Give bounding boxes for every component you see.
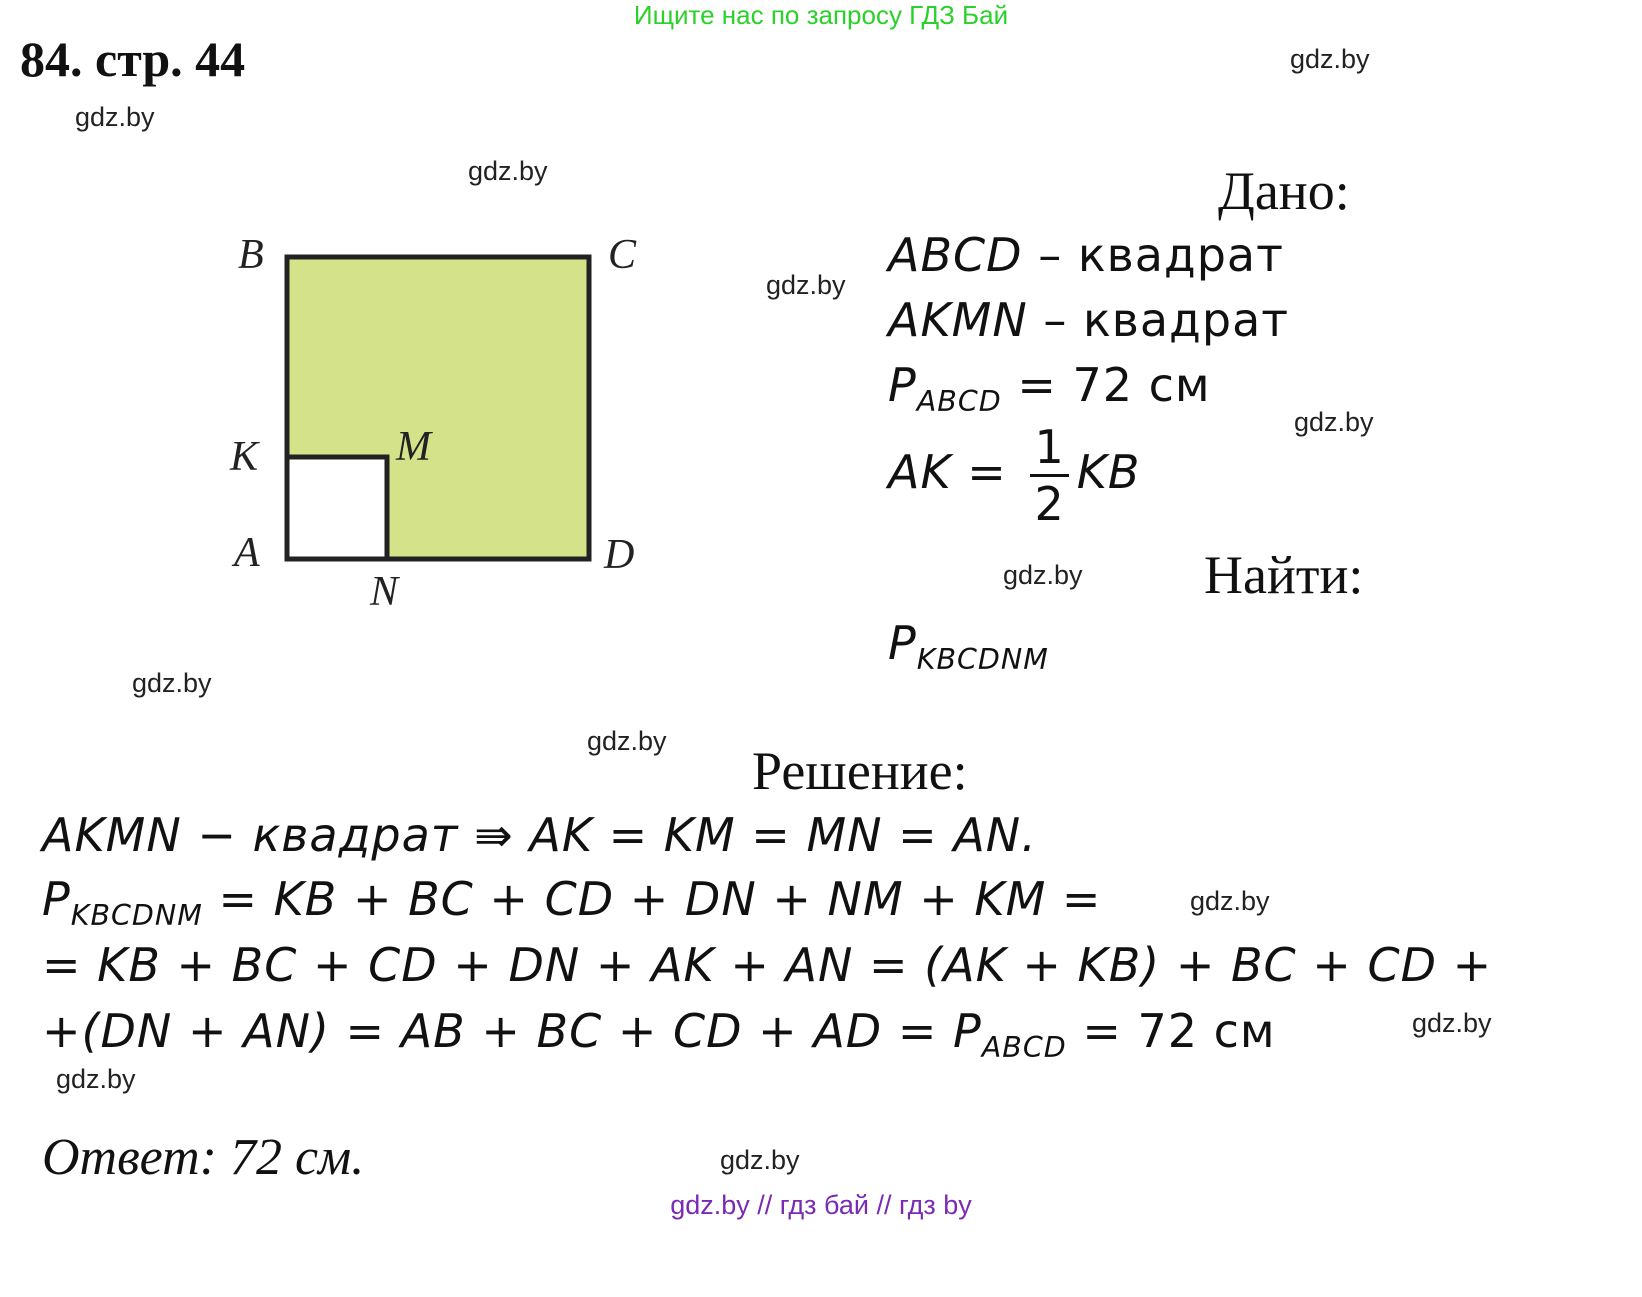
- label-d: D: [604, 532, 635, 578]
- label-b: B: [238, 232, 264, 278]
- solution-line-1: AKMN − квадрат ⇛ AK = KM = MN = AN.: [42, 808, 1037, 862]
- label-a: A: [234, 530, 260, 576]
- solution-line-3: = KB + BC + CD + DN + AK + AN = (AK + KB) + BC + CD +: [42, 938, 1493, 992]
- given-line-2: AKMN – квадрат: [888, 293, 1290, 347]
- watermark: gdz.by: [1412, 1008, 1492, 1038]
- given-title: Дано:: [1218, 161, 1350, 221]
- square-akmn: [287, 457, 387, 559]
- watermark: gdz.by: [1190, 886, 1270, 916]
- watermark: gdz.by: [56, 1064, 136, 1094]
- label-c: C: [608, 232, 637, 278]
- exercise-heading: 84. стр. 44: [20, 31, 246, 87]
- watermark: gdz.by: [75, 102, 155, 132]
- solution-line-4: +(DN + AN) = AB + BC + CD + AD = $P_{ABCD} = 72$ см: [42, 1004, 1276, 1064]
- given-line-4: AK = $\frac{1}{2}$ KB: [888, 420, 1141, 531]
- label-n: N: [370, 569, 399, 615]
- solution-title: Решение:: [752, 741, 968, 801]
- square-figure: [220, 220, 670, 620]
- given-line-1: ABCD – квадрат: [888, 228, 1284, 282]
- watermark: gdz.by: [1003, 560, 1083, 590]
- footer-links[interactable]: gdz.by // гдз бай // гдз by: [670, 1190, 972, 1220]
- label-k: K: [230, 434, 259, 480]
- watermark: gdz.by: [1294, 407, 1374, 437]
- given-line-3: $P_{ABCD} = 72$ см: [888, 358, 1211, 418]
- watermark: gdz.by: [720, 1145, 800, 1175]
- label-m: M: [396, 424, 431, 470]
- watermark: gdz.by: [766, 270, 846, 300]
- answer: Ответ: 72 см.: [42, 1129, 365, 1186]
- fraction: $\frac{1}{2}$: [1030, 424, 1068, 527]
- solution-line-2: $P_{KBCDNM}$ = KB + BC + CD + DN + NM + KM =: [42, 872, 1102, 932]
- watermark: gdz.by: [132, 668, 212, 698]
- watermark: gdz.by: [587, 726, 667, 756]
- find-title: Найти:: [1204, 545, 1364, 605]
- find-value: $P_{KBCDNM}$: [888, 616, 1049, 676]
- watermark: gdz.by: [468, 156, 548, 186]
- watermark: gdz.by: [1290, 44, 1370, 74]
- top-banner: Ищите нас по запросу ГДЗ Бай: [633, 0, 1009, 30]
